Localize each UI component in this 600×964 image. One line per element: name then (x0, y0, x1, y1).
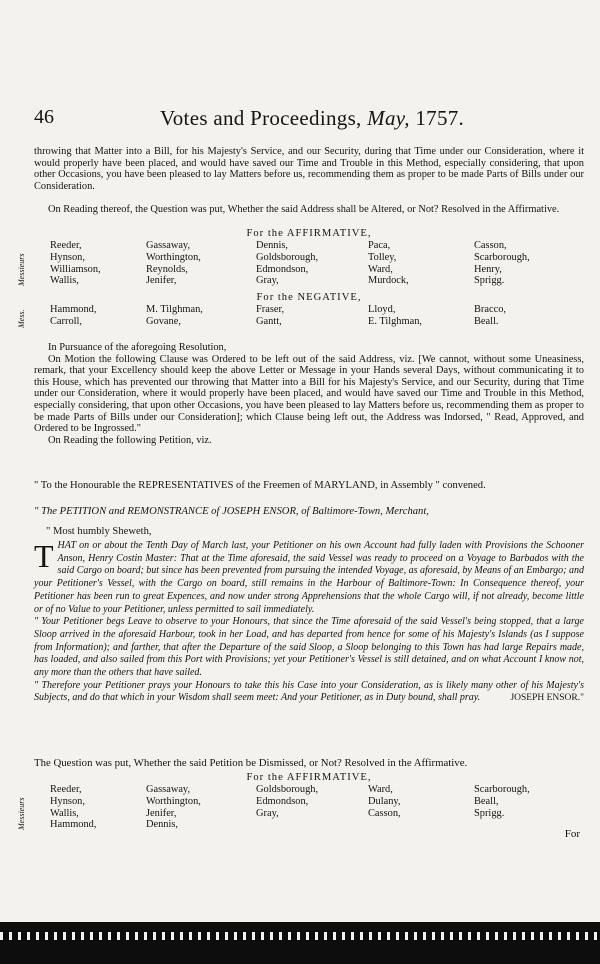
running-title-text: Votes and Proceedings, (160, 106, 362, 130)
petition-signature: JOSEPH ENSOR." (510, 693, 584, 704)
vote1-neg-side-label: Mess. (17, 309, 26, 328)
para-question (34, 204, 584, 216)
paragraph-1: throwing that Matter into a Bill, for his Majesty's Service, and our Security, during that Time under our Consideration, where it would properly have been placed, and would have saved our Time and Trouble in this Method, especially considering, that upon other Occasions, you have been pleased to lay Matters before us, recommending them as proper to be made Parts of Bills under our Consideration. (34, 146, 584, 192)
vote1-affirmative (17, 228, 584, 290)
vote2-aff-side-label: Messieurs (17, 797, 26, 830)
page-number: 46 (34, 106, 54, 128)
para-continued (34, 146, 584, 192)
vote2-aff-col-3: Goldsborough, Edmondson, Gray, (256, 784, 319, 819)
running-title (160, 106, 464, 131)
vote2-aff-col-4: Ward, Dulany, Casson, (368, 784, 401, 819)
vote1-aff-col-5: Casson, Scarborough, Henry, Sprigg. (474, 240, 530, 287)
vote1-neg-heading: For the NEGATIVE, (256, 292, 362, 303)
paragraph-7: " The PETITION and REMONSTRANCE of JOSEPH ENSOR, of Baltimore-Town, Merchant, (34, 506, 429, 517)
running-header (0, 106, 600, 136)
paragraph-5: On Reading the following Petition, viz. (48, 434, 212, 446)
vote1-aff-names (17, 240, 584, 290)
vote1-aff-heading: For the AFFIRMATIVE, (246, 228, 372, 239)
vote2-aff-names (17, 784, 584, 834)
vote1-neg-col-2: M. Tilghman, Govane, (146, 304, 203, 327)
running-title-year: 1757. (415, 106, 465, 130)
vote2-aff-col-2: Gassaway, Worthington, Jenifer, Dennis, (146, 784, 201, 831)
paragraph-6: " To the Honourable the REPRESENTATIVES of the Freemen of MARYLAND, in Assembly " convened. (34, 480, 486, 491)
vote1-aff-side-label: Messieurs (17, 253, 26, 286)
vote1-aff-col-2: Gassaway, Worthington, Reynolds, Jenifer, (146, 240, 201, 287)
paragraph-9: The Question was put, Whether the said Petition be Dismissed, or Not? Resolved in the Affirmative. (34, 757, 468, 769)
para-question-2 (34, 758, 584, 770)
paragraph-8: " Most humbly Sheweth, (46, 526, 152, 537)
vote1-neg-col-3: Fraser, Gantt, (256, 304, 285, 327)
drop-cap: T (34, 538, 54, 574)
running-title-month: May, (367, 106, 410, 130)
vote1-neg-col-4: Lloyd, E. Tilghman, (368, 304, 422, 327)
vote2-aff-col-5: Scarborough, Beall, Sprigg. (474, 784, 530, 819)
vote1-aff-col-1: Reeder, Hynson, Williamson, Wallis, (50, 240, 101, 287)
petition-address (34, 480, 584, 492)
catchword: For (564, 828, 580, 840)
paragraph-4: On Motion the following Clause was Ordered to be left out of the said Address, viz. [We cannot, without some Uneasiness, remark, that your Excellency should keep the above Letter or Message in your Hands several Days, without communicating it to this House, which has prevented our throwing that Matter into a Bill for his Majesty's Service, and our Security, during that Time under our Consideration, where it would properly have been placed, and would have saved our Time and Trouble in this Method, especially considering, that upon other Occasions, you have been pleased to lay Matters before us, recommending them as proper to be made Parts of Bills under our Consideration]; which Clause being left out, the Address was Indorsed, " Read, Approved, and Ordered to be Ingrossed." (34, 353, 584, 435)
petition-para-2: " Your Petitioner begs Leave to observe to your Honours, that since the Time aforesaid of the said Vessel's being stopped, that a large Sloop arrived in the aforesaid Harbour, took in her Load, and has departed from hence for some of his Majesty's Islands (as I suppose from Information); and farther, that after the Departure of the said Sloop, a Sloop belonging to this Town has had large Repairs made, has loaded, and also sailed from this Port with Provisions; yet your Petitioner's Vessel is still detained, and on what Account I know not, any more than the others that have sailed. (34, 616, 584, 679)
para-pursuance (34, 342, 584, 446)
vote2-aff-col-1: Reeder, Hynson, Wallis, Hammond, (50, 784, 97, 831)
vote1-neg-col-1: Hammond, Carroll, (50, 304, 97, 327)
vote1-aff-col-3: Dennis, Goldsborough, Edmondson, Gray, (256, 240, 319, 287)
vote1-neg-names (17, 304, 584, 330)
petition-para-3: " Therefore your Petitioner prays your Honours to take this his Case into your Consideration, as is likely many other of his Majesty's Subjects, and do that which in your Wisdom shall seem meet: And your Petitioner, as in Duty bound, shall pray. (34, 679, 584, 704)
vote1-neg-col-5: Bracco, Beall. (474, 304, 507, 327)
paragraph-3: In Pursuance of the aforegoing Resolution, (48, 342, 227, 353)
vote1-negative (17, 292, 584, 330)
scan-edge (0, 922, 600, 964)
vote2-affirmative (17, 772, 584, 834)
vote1-aff-col-4: Paca, Tolley, Ward, Murdock, (368, 240, 409, 287)
petition-para-1: THAT on or about the Tenth Day of March last, your Petitioner on his own Account had fully laden with Provisions the Schooner Anson, Henry Costin Master: That at the Time aforesaid, the said Vessel was ready to proceed on a Voyage to Barbados with the said Cargo on board; but since has been prevented from pursuing the intended Voyage, as aforesaid, by Means of an Embargo; and your Petitioner's Vessel, with the Cargo on board, still remains in the Harbour of Baltimore-Town: In Consequence thereof, your Petitioner has been run to great Expences, and now under strong Apprehensions that the whole Cargo will, if not already, become little or of no Value to your Petitioner, unless permitted to sail immediately. (34, 538, 584, 615)
vote2-aff-heading: For the AFFIRMATIVE, (246, 772, 372, 783)
paragraph-2: On Reading thereof, the Question was put, Whether the said Address shall be Altered, or Not? Resolved in the Affirmative. (48, 204, 560, 215)
petition-title (34, 506, 584, 538)
petition-body (34, 540, 584, 705)
